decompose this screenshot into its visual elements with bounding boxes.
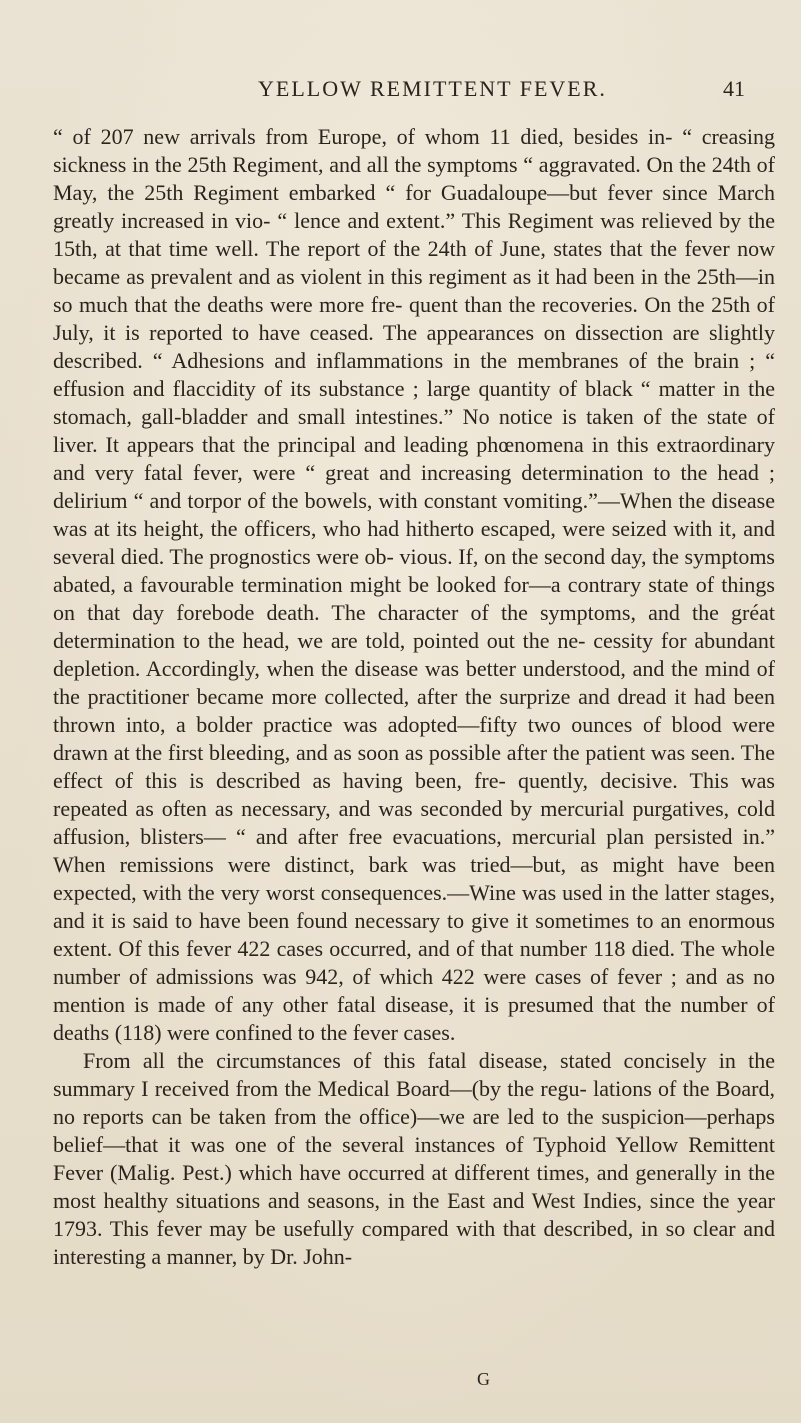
paragraph-1: “ of 207 new arrivals from Europe, of whom 11 died, besides in- “ creasing sickness in the 25th Regiment, and all the symptoms “ aggravated. On the 24th of May, the 25th Regiment embarked “ for Guadaloupe—but fever since March greatly increased in vio- “ lence and extent.” This Regiment was relieved by the 15th, at that time well. The report of the 24th of June, states that the fever now became as prevalent and as violent in this regiment as it had been in the 25th—in so much that the deaths were more fre- quent than the recoveries. On the 25th of July, it is reported to have ceased. The appearances on dissection are slightly described. “ Adhesions and inflammations in the membranes of the brain ; “ effusion and flaccidity of its substance ; large quantity of black “ matter in the stomach, gall-bladder and small intestines.” No notice is taken of the state of liver. It appears that the principal and leading phœnomena in this extraordinary and very fatal fever, were “ great and increasing determination to the head ; delirium “ and torpor of the bowels, with constant vomiting.”—When the disease was at its height, the officers, who had hitherto escaped, were seized with it, and several died. The prognostics were ob- vious. If, on the second day, the symptoms abated, a favourable termination might be looked for—a contrary state of things on that day forebode death. The character of the symptoms, and the gréat determination to the head, we are told, pointed out the ne- cessity for abundant depletion. Accordingly, when the disease was better understood, and the mind of the practitioner became more collected, after the surprize and dread it had been thrown into, a bolder practice was adopted—fifty two ounces of blood were drawn at the first bleeding, and as soon as possible after the patient was seen. The effect of this is described as having been, fre- quently, decisive. This was repeated as often as necessary, and was seconded by mercurial purgatives, cold affusion, blisters— “ and after free evacuations, mercurial plan persisted in.” When remissions were distinct, bark was tried—but, as might have been expected, with the very worst consequences.—Wine was used in the latter stages, and it is said to have been found necessary to give it sometimes to an enormous extent. Of this fever 422 cases occurred, and of that number 118 died. The whole number of admissions was 942, of which 422 were cases of fever ; and as no mention is made of any other fatal disease, it is presumed that the number of deaths (118) were confined to the fever cases.	[53, 124, 775, 1045]
body-text	[53, 123, 775, 1271]
running-title: YELLOW REMITTENT FEVER.	[258, 76, 607, 101]
running-head	[0, 76, 801, 106]
page-number: 41	[723, 76, 745, 101]
signature-mark: G	[477, 1369, 490, 1389]
paragraph-2: From all the circumstances of this fatal disease, stated concisely in the summary I received from the Medical Board—(by the regu- lations of the Board, no reports can be taken from the office)—we are led to the suspicion—perhaps belief—that it was one of the several instances of Typhoid Yellow Remittent Fever (Malig. Pest.) which have occurred at different times, and generally in the most healthy situations and seasons, in the East and West Indies, since the year 1793. This fever may be usefully compared with that described, in so clear and interesting a manner, by Dr. John-	[53, 1048, 775, 1269]
